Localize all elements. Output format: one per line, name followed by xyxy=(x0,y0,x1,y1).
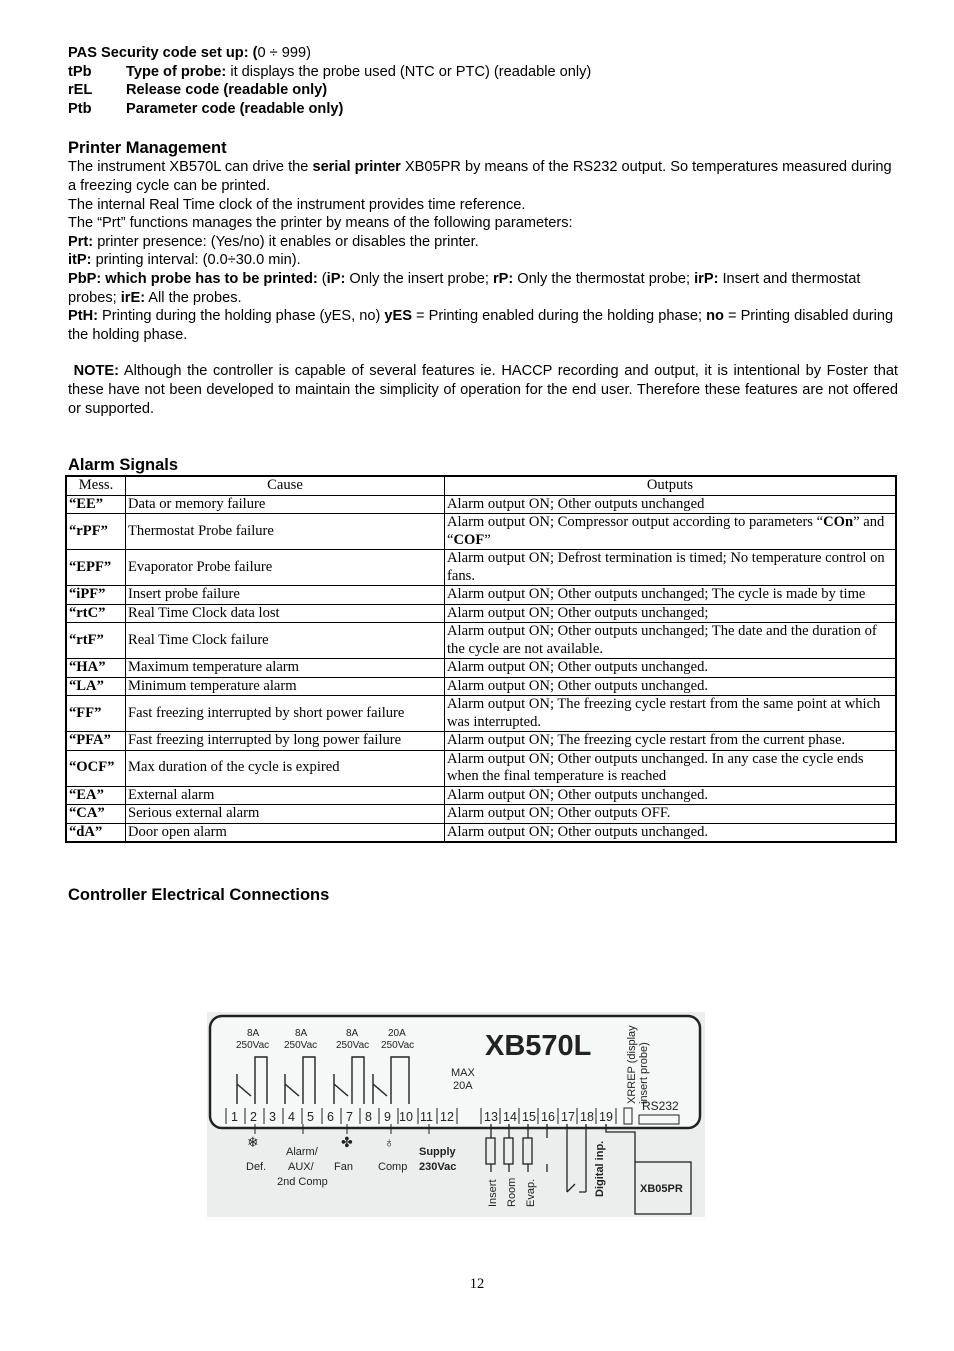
terminal-13: 13 xyxy=(484,1110,498,1124)
table-row: “dA” Door open alarm Alarm output ON; Other outputs unchanged. xyxy=(66,823,896,842)
max-label: MAX xyxy=(451,1067,475,1079)
evap-probe-label: Evap. xyxy=(525,1178,537,1207)
prt-param: Prt: printer presence: (Yes/no) it enables or disables the printer. xyxy=(68,233,479,250)
table-row: “LA” Minimum temperature alarm Alarm output ON; Other outputs unchanged. xyxy=(66,677,896,696)
rating-3-volts: 250Vac xyxy=(336,1040,370,1051)
printer-heading: Printer Management xyxy=(68,139,227,158)
terminal-5: 5 xyxy=(307,1110,314,1124)
document-page xyxy=(68,44,898,905)
terminal-3: 3 xyxy=(269,1110,276,1124)
rating-4-amps: 20A xyxy=(388,1028,406,1039)
max-amps-label: 20A xyxy=(453,1080,473,1092)
pth-param: PtH: Printing during the holding phase (yES, no) yES = Printing enabled during the holding phase; no = Printing disabled during the holding phase. xyxy=(68,308,894,343)
terminal-16: 16 xyxy=(541,1110,555,1124)
terminal-9: 9 xyxy=(384,1110,391,1124)
room-probe-label: Room xyxy=(506,1177,518,1207)
terminal-8: 8 xyxy=(365,1110,372,1124)
rel-line xyxy=(68,81,898,100)
header-outputs: Outputs xyxy=(445,476,897,495)
table-row: “EA” External alarm Alarm output ON; Other outputs unchanged. xyxy=(66,786,896,805)
ptb-key: Ptb xyxy=(68,100,92,117)
ptb-line xyxy=(68,100,898,119)
printer-paragraph-1: The instrument XB570L can drive the serial printer XB05PR by means of the RS232 output. So temperatures measured during a freezing cycle can be printed. xyxy=(68,159,892,194)
table-row: “PFA” Fast freezing interrupted by long power failure Alarm output ON; The freezing cycle restart from the current phase. xyxy=(66,732,896,751)
tpb-label: Type of probe: xyxy=(126,63,227,80)
rating-4-volts: 250Vac xyxy=(381,1040,415,1051)
table-row: “rtC” Real Time Clock data lost Alarm output ON; Other outputs unchanged; xyxy=(66,604,896,623)
second-comp-label: 2nd Comp xyxy=(277,1176,328,1188)
fan-label: Fan xyxy=(334,1161,353,1173)
rel-key: rEL xyxy=(68,82,93,99)
table-row: “rPF” Thermostat Probe failure Alarm output ON; Compressor output according to parameters “COn” and “COF” xyxy=(66,514,896,550)
digital-input-label: Digital inp. xyxy=(594,1140,606,1197)
header-mess: Mess. xyxy=(66,476,126,495)
output-labels xyxy=(246,1146,457,1188)
fan-icon: ✤ xyxy=(341,1134,353,1150)
snowflake-icon: ❄ xyxy=(247,1134,259,1150)
supply-label: Supply xyxy=(419,1146,456,1158)
pbp-param: PbP: which probe has to be printed: (iP: Only the insert probe; rP: Only the thermostat probe; irP: Insert and thermostat probes; irE: All the probes. xyxy=(68,270,861,306)
table-row: “rtF” Real Time Clock failure Alarm output ON; Other outputs unchanged; The date and the duration of the cycle are not available. xyxy=(66,623,896,659)
comp-label: Comp xyxy=(378,1161,408,1173)
tpb-key: tPb xyxy=(68,63,92,80)
table-row: “EE” Data or memory failure Alarm output ON; Other outputs unchanged xyxy=(66,495,896,514)
table-row: “OCF” Max duration of the cycle is expired Alarm output ON; Other outputs unchanged. In any case the cycle ends when the final temperature is reached xyxy=(66,750,896,786)
terminal-14: 14 xyxy=(503,1110,517,1124)
alarm-heading: Alarm Signals xyxy=(68,456,179,475)
table-row: “CA” Serious external alarm Alarm output ON; Other outputs OFF. xyxy=(66,805,896,824)
ptb-label: Parameter code (readable only) xyxy=(126,100,344,117)
pas-line xyxy=(68,44,898,63)
connections-heading: Controller Electrical Connections xyxy=(68,886,330,905)
header-cause: Cause xyxy=(126,476,445,495)
output-icons xyxy=(247,1134,395,1150)
note-paragraph: NOTE: Although the controller is capable of several features ie. HACCP recording and output, it is intentional by Foster that these have not been developed to maintain the simplicity of operation for the end user. Therefore these features are not offered or supported. xyxy=(68,363,898,417)
aux-label: AUX/ xyxy=(288,1161,314,1173)
terminal-2: 2 xyxy=(250,1110,257,1124)
rs232-label: RS232 xyxy=(642,1099,679,1113)
terminal-10: 10 xyxy=(399,1110,413,1124)
alarm-table xyxy=(65,475,897,843)
model-label: XB570L xyxy=(485,1030,592,1062)
printer-label: XB05PR xyxy=(640,1183,683,1195)
rel-label: Release code (readable only) xyxy=(126,82,328,99)
terminal-17: 17 xyxy=(561,1110,575,1124)
table-row: “iPF” Insert probe failure Alarm output ON; Other outputs unchanged; The cycle is made by time xyxy=(66,586,896,605)
printer-paragraph-3: The “Prt” functions manages the printer by means of the following parameters: xyxy=(68,215,573,232)
pas-label: PAS Security code set up: ( xyxy=(68,45,258,61)
terminal-6: 6 xyxy=(327,1110,334,1124)
page-number: 12 xyxy=(469,1276,485,1292)
terminal-1: 1 xyxy=(231,1110,238,1124)
terminal-15: 15 xyxy=(522,1110,536,1124)
xrrep-label-2: insert probe) xyxy=(638,1042,650,1104)
alarm-label: Alarm/ xyxy=(286,1146,318,1158)
rating-2-volts: 250Vac xyxy=(284,1040,318,1051)
rating-1-amps: 8A xyxy=(247,1028,260,1039)
terminal-19: 19 xyxy=(599,1110,613,1124)
table-row: “HA” Maximum temperature alarm Alarm output ON; Other outputs unchanged. xyxy=(66,659,896,678)
alarm-table-header xyxy=(66,476,896,495)
terminal-11: 11 xyxy=(420,1110,433,1124)
tpb-line xyxy=(68,63,898,82)
supply-voltage-label: 230Vac xyxy=(419,1161,457,1173)
rating-3-amps: 8A xyxy=(346,1028,359,1039)
table-row: “EPF” Evaporator Probe failure Alarm output ON; Defrost termination is timed; No temperature control on fans. xyxy=(66,550,896,586)
insert-probe-label: Insert xyxy=(487,1179,499,1207)
xrrep-label: XRREP (display xyxy=(626,1025,638,1104)
rating-1-volts: 250Vac xyxy=(236,1040,270,1051)
terminal-4: 4 xyxy=(288,1110,295,1124)
compressor-icon: ♁ xyxy=(384,1134,395,1150)
wiring-diagram-svg xyxy=(207,1012,705,1217)
terminal-18: 18 xyxy=(580,1110,594,1124)
tpb-text: it displays the probe used (NTC or PTC) (readable only) xyxy=(226,63,592,80)
terminal-7: 7 xyxy=(346,1110,353,1124)
def-label: Def. xyxy=(246,1161,267,1173)
probe-labels xyxy=(487,1141,683,1207)
printer-paragraph-2: The internal Real Time clock of the instrument provides time reference. xyxy=(68,196,526,213)
terminal-12: 12 xyxy=(440,1110,454,1124)
itp-param: itP: printing interval: (0.0÷30.0 min). xyxy=(68,252,301,269)
wiring-diagram xyxy=(207,1012,705,1217)
pas-range: 0 ÷ 999) xyxy=(257,45,311,61)
rating-2-amps: 8A xyxy=(295,1028,308,1039)
table-row: “FF” Fast freezing interrupted by short power failure Alarm output ON; The freezing cycle restart from the same point at which was interrupted. xyxy=(66,696,896,732)
